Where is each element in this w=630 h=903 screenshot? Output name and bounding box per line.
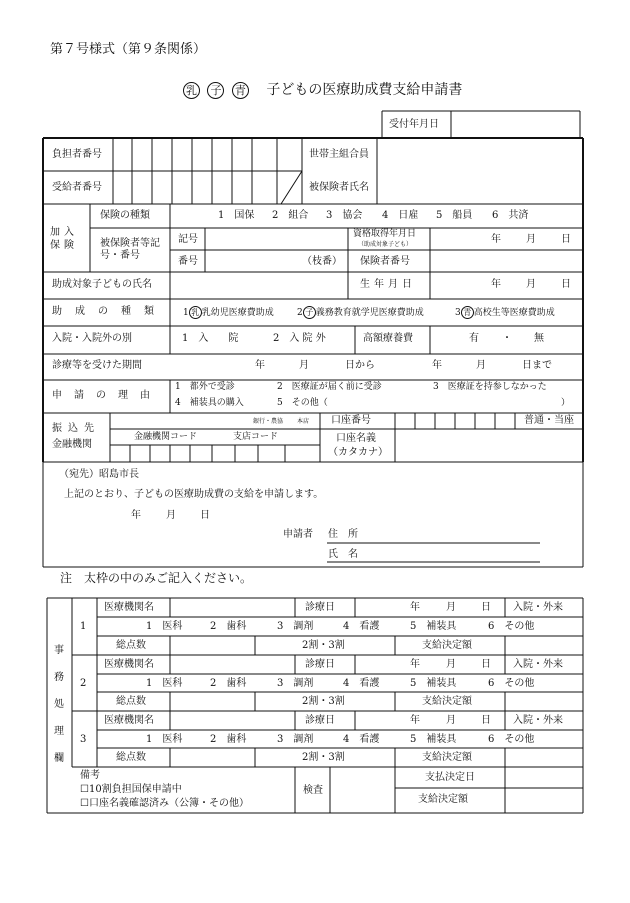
reason-label: 申請の理由: [52, 390, 162, 401]
branch-kind: 本店: [297, 418, 310, 425]
office-row-1-num: 1: [80, 621, 87, 632]
office-1-cat-6: 6 その他: [488, 621, 535, 632]
declaration-month: 月: [166, 510, 176, 521]
applicant-address-label: 住 所: [328, 529, 358, 540]
subsidy-option-2-text: 義務教育就学児医療費助成: [315, 308, 424, 318]
subsidy-option-1-num: 1: [183, 308, 189, 318]
office-2-cat-3: 3 調剤: [277, 678, 314, 689]
title-circle-ko: 子: [207, 82, 224, 99]
period-to: 日まで: [522, 360, 552, 371]
office-3-points: 総点数: [116, 752, 146, 763]
bank-label-2: 金融機関: [52, 439, 92, 450]
applicant-name-label: 氏 名: [328, 549, 358, 560]
bank-code-label: 金融機関コード: [134, 432, 198, 442]
office-1-cat-2: 2 歯科: [210, 621, 247, 632]
office-3-cat-1: 1 医科: [146, 734, 183, 745]
period-from-year: 年: [255, 360, 265, 371]
reason-5-close: ）: [561, 398, 571, 408]
receipt-date-label: 受付年月日: [389, 119, 439, 130]
household-head-label: 世帯主組合員: [309, 149, 369, 160]
insurance-kind-5[interactable]: 5 船員: [436, 210, 473, 221]
office-1-io: 入院・外来: [513, 602, 563, 613]
office-2-points: 総点数: [116, 696, 146, 707]
acq-month: 月: [526, 234, 536, 245]
pay-amount-label: 支給決定額: [418, 794, 468, 805]
insurance-kind-2[interactable]: 2 組合: [272, 210, 309, 221]
account-type[interactable]: 普通・当座: [524, 415, 574, 426]
office-3-cat-3: 3 調剤: [277, 734, 314, 745]
office-1-cat-5: 5 補装具: [410, 621, 457, 632]
office-label-4: 理: [54, 726, 64, 737]
check-label: 検査: [303, 785, 323, 796]
branch-code-label: 支店コード: [233, 432, 279, 442]
office-1-hospital-label: 医療機関名: [104, 602, 154, 613]
office-2-month: 月: [446, 659, 456, 670]
reason-4[interactable]: 4 補装具の購入: [175, 398, 244, 408]
office-2-io: 入院・外来: [513, 659, 563, 670]
subsidy-option-1[interactable]: [183, 306, 274, 319]
period-to-month: 月: [476, 360, 486, 371]
subsidy-option-3-text: 高校生等医療費助成: [473, 308, 555, 318]
office-2-year: 年: [410, 659, 420, 670]
insurance-kind-3[interactable]: 3 協会: [326, 210, 363, 221]
burden-number-label: 負担者番号: [52, 149, 102, 160]
kigou-label: 記号: [178, 234, 198, 245]
period-from: 日から: [345, 360, 375, 371]
subsidy-option-3[interactable]: [455, 306, 555, 319]
bangou-label: 番号: [178, 256, 198, 267]
office-1-decision: 支給決定額: [422, 640, 472, 651]
recipient-number-label: 受給者番号: [52, 182, 102, 193]
acq-date-sub: （助成対象子ども）: [358, 241, 413, 248]
office-1-ratio: 2割・3割: [302, 640, 345, 651]
acq-date-label: 資格取得年月日: [353, 229, 417, 239]
reason-5[interactable]: 5 その他（: [277, 398, 328, 408]
office-label-3: 処: [54, 699, 64, 710]
office-3-year: 年: [410, 715, 420, 726]
bank-label-1: 振込先: [52, 423, 100, 434]
high-cost-no[interactable]: 無: [534, 333, 544, 344]
title-text: 子どもの医療助成費支給申請書: [266, 82, 463, 98]
office-3-io: 入院・外来: [513, 715, 563, 726]
office-1-cat-3: 3 調剤: [277, 621, 314, 632]
office-row-2-num: 2: [80, 678, 87, 689]
declaration-year: 年: [131, 510, 141, 521]
office-label-2: 務: [54, 672, 64, 683]
birth-day: 日: [561, 279, 571, 290]
office-1-cat-1: 1 医科: [146, 621, 183, 632]
office-2-cat-4: 4 看護: [343, 678, 380, 689]
office-2-decision: 支給決定額: [422, 696, 472, 707]
insurance-kind-label: 保険の種類: [100, 210, 150, 221]
birth-date-label: 生年月日: [360, 279, 416, 290]
office-row-3-num: 3: [80, 734, 87, 745]
office-3-month: 月: [446, 715, 456, 726]
office-1-year: 年: [410, 602, 420, 613]
declaration-day: 日: [200, 510, 210, 521]
birth-month: 月: [526, 279, 536, 290]
office-2-day: 日: [481, 659, 491, 670]
office-3-cat-6: 6 その他: [488, 734, 535, 745]
reason-3[interactable]: 3 医療証を持参しなかった: [433, 382, 547, 392]
edaban-label: （枝番）: [302, 256, 342, 267]
note-text: 注 太枠の中のみご記入ください。: [60, 571, 253, 585]
subsidy-option-3-num: 3: [455, 308, 461, 318]
reason-1[interactable]: 1 都外で受診: [175, 382, 235, 392]
office-2-cat-1: 1 医科: [146, 678, 183, 689]
account-name-label: 口座名義: [336, 433, 376, 444]
remarks-label: 備考: [80, 770, 100, 781]
child-name-label: 助成対象子どもの氏名: [52, 279, 152, 290]
subsidy-option-1-circle: 乳: [189, 306, 202, 319]
office-3-cat-5: 5 補装具: [410, 734, 457, 745]
office-3-decision: 支給決定額: [422, 752, 472, 763]
child-name-field[interactable]: [172, 274, 346, 297]
remarks-item-1[interactable]: ☐10割負担国保申請中: [80, 784, 182, 795]
office-2-cat-6: 6 その他: [488, 678, 535, 689]
office-3-cat-2: 2 歯科: [210, 734, 247, 745]
bank-kinds: 銀行・農協: [253, 418, 284, 425]
office-1-points: 総点数: [116, 640, 146, 651]
remarks-item-2[interactable]: ☐口座名義確認済み（公簿・その他）: [80, 798, 249, 809]
admission-label: 入院・入院外の別: [52, 333, 132, 344]
insured-info-field[interactable]: [380, 140, 580, 202]
title-circle-nyu: 乳: [183, 82, 200, 99]
insurer-number-label: 保険者番号: [360, 256, 410, 267]
subsidy-option-2[interactable]: [297, 306, 424, 319]
office-1-month: 月: [446, 602, 456, 613]
office-2-visit-label: 診療日: [305, 659, 335, 670]
high-cost-label: 高額療養費: [363, 333, 413, 344]
period-to-year: 年: [432, 360, 442, 371]
insurance-kind-6[interactable]: 6 共済: [492, 210, 529, 221]
office-1-cat-4: 4 看護: [343, 621, 380, 632]
title-circle-sei: 青: [232, 82, 249, 99]
declaration-text: 上記のとおり、子どもの医療助成費の支給を申請します。: [64, 489, 324, 500]
office-label-1: 事: [54, 645, 64, 656]
admission-outpatient[interactable]: 2 入 院 外: [273, 333, 326, 344]
reason-2[interactable]: 2 医療証が届く前に受診: [277, 382, 382, 392]
office-3-cat-4: 4 看護: [343, 734, 380, 745]
form-number: 第７号様式（第９条関係）: [50, 42, 207, 57]
subsidy-kind-label: 助成の種類: [52, 306, 167, 317]
admission-inpatient[interactable]: 1 入 院: [182, 333, 239, 344]
period-from-month: 月: [299, 360, 309, 371]
office-3-hospital-label: 医療機関名: [104, 715, 154, 726]
office-2-cat-5: 5 補装具: [410, 678, 457, 689]
office-3-ratio: 2割・3割: [302, 752, 345, 763]
subsidy-option-1-text: 乳幼児医療費助成: [201, 308, 274, 318]
period-label: 診療等を受けた期間: [52, 360, 142, 371]
applicant-label: 申請者: [283, 529, 313, 540]
insured-name-label: 被保険者氏名: [309, 182, 369, 193]
insurance-section-label: 加入保険: [50, 227, 78, 251]
insurance-kind-1[interactable]: 1 国保: [218, 210, 255, 221]
office-1-day: 日: [481, 602, 491, 613]
acq-day: 日: [561, 234, 571, 245]
birth-year: 年: [491, 279, 501, 290]
acq-year: 年: [491, 234, 501, 245]
office-1-visit-label: 診療日: [305, 602, 335, 613]
pay-date-label: 支払決定日: [425, 772, 475, 783]
account-number-label: 口座番号: [331, 415, 371, 426]
address-to: （宛先）昭島市長: [59, 469, 139, 480]
insurance-kind-4[interactable]: 4 日雇: [382, 210, 419, 221]
subsidy-option-2-circle: 子: [303, 306, 316, 319]
subsidy-option-2-num: 2: [297, 308, 303, 318]
account-name-sub: （カタカナ）: [328, 447, 388, 458]
high-cost-dot: ・: [502, 333, 512, 344]
office-2-cat-2: 2 歯科: [210, 678, 247, 689]
subsidy-option-3-circle: 青: [461, 306, 474, 319]
office-2-ratio: 2割・3割: [302, 696, 345, 707]
office-3-visit-label: 診療日: [305, 715, 335, 726]
office-3-day: 日: [481, 715, 491, 726]
high-cost-yes[interactable]: 有: [469, 333, 479, 344]
office-2-hospital-label: 医療機関名: [104, 659, 154, 670]
office-label-5: 欄: [54, 753, 64, 764]
insured-symbol-label: 被保険者等記号・番号: [100, 238, 160, 261]
